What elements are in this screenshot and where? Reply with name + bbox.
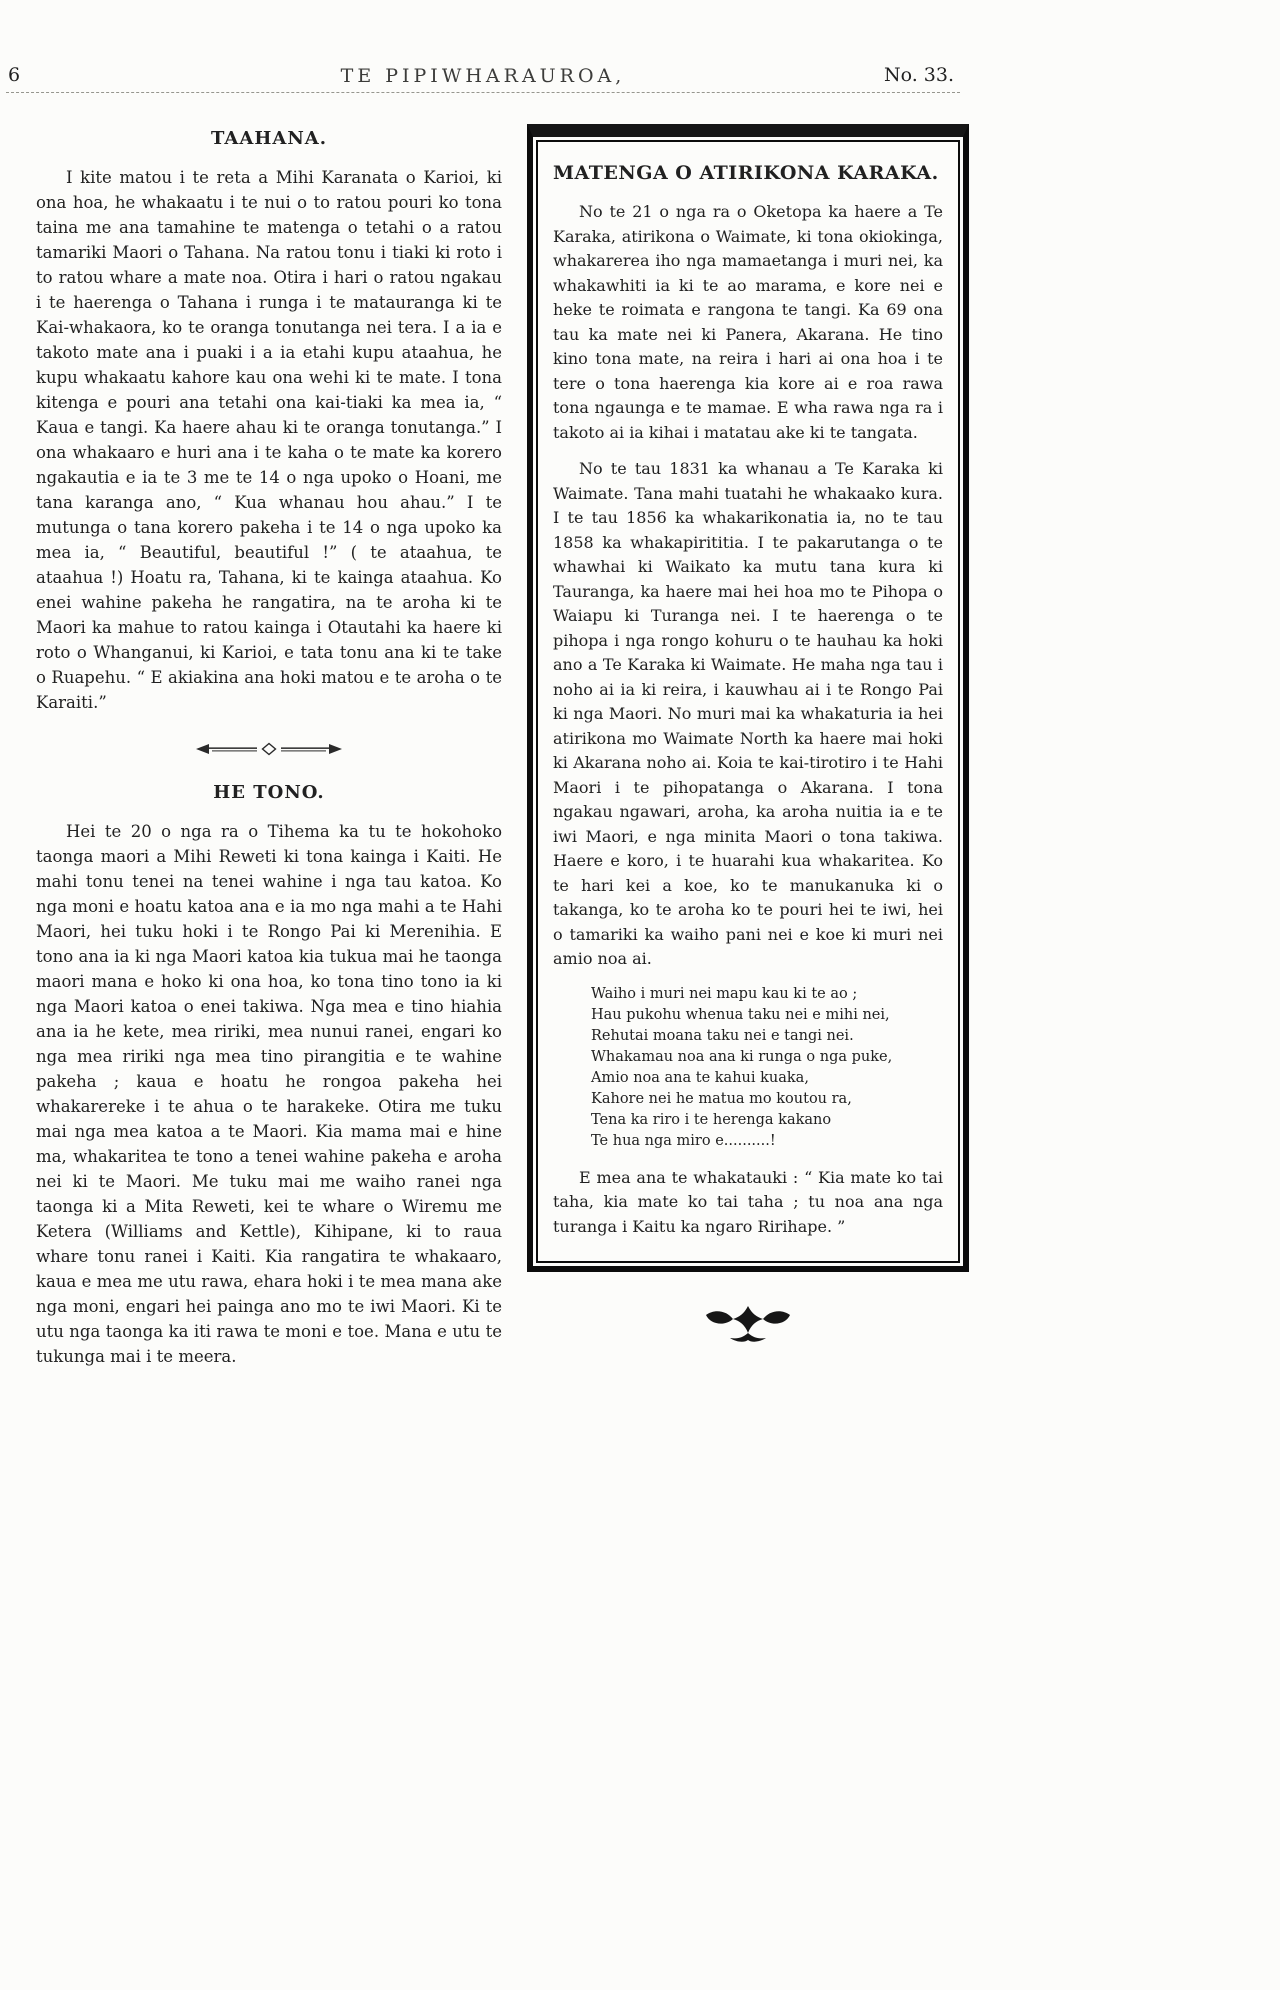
fleuron-ornament-icon	[700, 1302, 796, 1344]
left-column	[36, 120, 502, 1369]
verse-line: Kahore nei he matua mo koutou ra,	[591, 1090, 852, 1107]
article-paragraph: No te tau 1831 ka whanau a Te Karaka ki Waimate. Tana mahi tuatahi he whakaako kura. I te tau 1856 ka whakarikonatia ia, no te tau 1858 ka whakapirititia. I te pakarutanga o te whawhai ki Waikato ka mutu tana kura ki Tauranga, ka haere mai hei hoa mo te Pihopa o Waiapu ki Turanga nei. I te haerenga o te pihopa i nga rongo kohuru o te hauhau ka hoki ano a Te Karaka ki Waimate. He maha nga tau i noho ai ia ki reira, i kauwhau ai i te Rongo Pai ki nga Maori. No muri mai ka whakaturia ia hei atirikona mo Waimate North ka haere mai hoki ki Akarana noho ai. Koia te kai-tirotiro i te Hahi Maori i te pihopatanga o Akarana. I tona ngakau ngawari, aroha, ka aroha nuitia ia e te iwi Maori, e nga minita Maori o tona takiwa. Haere e koro, i te huarahi kua whakaritea. Ko te hari kei a koe, ko te manukanuka ki o takanga, ko te aroha ko te pouri hei te iwi, hei o tamariki ka waiho pani nei e koe ki muri nei amio noa ai.	[553, 459, 943, 968]
verse-line: Rehutai moana taku nei e tangi nei.	[591, 1027, 854, 1044]
article-body-taahana: I kite matou i te reta a Mihi Karanata o Karioi, ki ona hoa, he whakaatu i te nui o to ratou pouri ko tona taina me ana tamahine te matenga o tetahi o a ratou tamariki Maori o Tahana. Na ratou tonu i tiaki ki roto i to ratou whare a mate noa. Otira i hari o ratou ngakau i te haerenga o Tahana i runga i te matauranga ki te Kai-whakaora, ko te oranga tonutanga nei tera. I a ia e takoto mate ana i puaki i a ia etahi kupu ataahua, he kupu whakaatu kahore kau ona wehi ki te mate. I tona kitenga e pouri ana tetahi ona kai-tiaki ka mea ia, “ Kaua e tangi. Ka haere ahau ki te oranga tonutanga.” I ona whakaaro e huri ana i te kaha o te mate ka korero ngakautia e ia te 3 me te 14 o nga upoko o Hoani, me tana karanga ano, “ Kua whanau hou ahau.” I te mutunga o tana korero pakeha i te 14 o nga upoko ka mea ia, “ Beautiful, beautiful !” ( te ataahua, te ataahua !) Hoatu ra, Tahana, ki te kainga ataahua. Ko enei wahine pakeha he rangatira, na te aroha ki te Maori ka mahue to ratou kainga i Otautahi ka haere ki roto o Whanganui, ki Karioi, e tata tonu ana ki te take o Ruapehu. “ E akiakina ana hoki matou e te aroha o te Karaiti.”	[36, 168, 502, 712]
section-divider	[36, 739, 502, 764]
masthead-title: TE PIPIWHARAUROA,	[340, 65, 626, 87]
article-heading-matenga: MATENGA O ATIRIKONA KARAKA.	[553, 162, 939, 184]
section-divider-ornament-icon	[194, 741, 344, 757]
end-ornament	[527, 1302, 969, 1348]
running-head	[6, 62, 960, 93]
verse-line: Te hua nga miro e..........!	[591, 1132, 776, 1149]
verse-line: Whakamau noa ana ki runga o nga puke,	[591, 1048, 893, 1065]
verse-line: Waiho i muri nei mapu kau ki te ao ;	[591, 985, 858, 1002]
article-closing: E mea ana te whakatauki : “ Kia mate ko tai taha, kia mate ko tai taha ; tu noa ana nga turanga i Kaitu ka ngaro Ririhape. ”	[553, 1167, 943, 1236]
article-paragraph: No te 21 o nga ra o Oketopa ka haere a Te Karaka, atirikona o Waimate, ki tona okiokinga, whakarerea iho nga mamaetanga i muri nei, ka whakawhiti ia ki te ao marama, e kore nei e heke te roimata e rangona te tangi. Ka 69 ona tau ka mate nei ki Panera, Akarana. He tino kino tona mate, na reira i hari ai ona hoa i te tere o tona haerenga kia kore ai e roa rawa tona ngaunga e te mamae. E wha rawa nga ra i takoto ai ia kihai i matatau ake ki te tangata.	[553, 202, 943, 442]
verse-line: Tena ka riro i te herenga kakano	[591, 1111, 832, 1128]
verse-line: Hau pukohu whenua taku nei e mihi nei,	[591, 1006, 890, 1023]
article-heading-taahana: TAAHANA.	[211, 128, 327, 149]
right-column	[527, 124, 969, 1348]
boxed-article-frame	[527, 124, 969, 1272]
article-heading-he-tono: HE TONO.	[213, 782, 325, 803]
issue-number: No. 33.	[883, 64, 954, 86]
article-body-he-tono: Hei te 20 o nga ra o Tihema ka tu te hokohoko taonga maori a Mihi Reweti ki tona kainga i Kaiti. He mahi tonu tenei na tenei wahine i nga tau katoa. Ko nga moni e hoatu katoa ana e ia mo nga mahi a te Hahi Maori, hei tuku hoki i te Rongo Pai ki Merenihia. E tono ana ia ki nga Maori katoa kia tukua mai he taonga maori mana e hoko ki ona hoa, ko tona tino tono ia ki nga Maori katoa o enei takiwa. Nga mea e tino hiahia ana ia he kete, mea ririki, mea nunui ranei, engari ko nga mea ririki nga mea tino pirangitia e te wahine pakeha ; kaua e hoatu he rongoa pakeha hei whakarereke i te ahua o te harakeke. Otira me tuku mai nga mea katoa a te Maori. Kia mama mai e hine ma, whakaritea te tono a tenei wahine pakeha e aroha nei ki te Maori. Me tuku mai me waiho ranei nga taonga ki a Mita Reweti, kei te whare o Wiremu me Ketera (Williams and Kettle), Kihipane, ki to raua whare tonu ranei i Kaiti. Kia rangatira te whakaaro, kaua e mea me utu rawa, ehara hoki i te mea mana ake nga moni, engari hei painga ano mo te iwi Maori. Ki te utu nga taonga ka iti rawa te moni e toe. Mana e utu te tukunga mai i te meera.	[36, 822, 502, 1366]
page-number: 6	[8, 64, 21, 86]
lament-verse	[591, 984, 943, 1152]
verse-line: Amio noa ana te kahui kuaka,	[591, 1069, 809, 1086]
boxed-article	[536, 140, 960, 1263]
